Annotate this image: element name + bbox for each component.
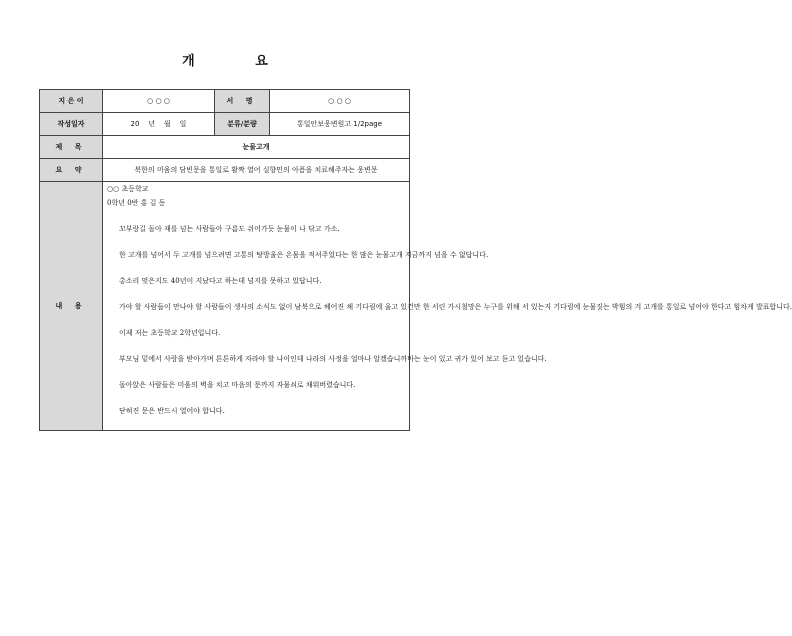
student-name: 0학년 0반 홍 길 동 — [107, 199, 166, 207]
content-body — [103, 182, 792, 431]
content-label: 내 용 — [40, 182, 103, 431]
author-row — [40, 90, 410, 113]
summary-form — [39, 89, 792, 431]
subject-value: 눈물고개 — [103, 136, 410, 159]
content-row — [40, 182, 410, 431]
subject-row — [40, 136, 410, 159]
document-title: 개 요 — [182, 54, 296, 69]
date-row — [40, 113, 410, 136]
date-value: 20 년 월 일 — [103, 113, 215, 136]
paragraph: 이제 저는 초등학교 2학년입니다. — [119, 329, 221, 337]
signature-value: ○ ○ ○ — [270, 90, 410, 113]
author-label: 지 은 이 — [40, 90, 103, 113]
category-value: 통일안보웅변원고 1/2page — [270, 113, 410, 136]
school-name: ○○ 초등학교 — [107, 185, 149, 193]
paragraph: 돌아앉은 사람들은 미움의 벽을 치고 마음의 문까지 자물쇠로 채워버렸습니다. — [119, 381, 356, 389]
summary-row — [40, 159, 410, 182]
paragraph: 총소리 멎은지도 40년이 지났다고 하는데 넘지를 못하고 있답니다. — [119, 277, 322, 285]
signature-label: 서 명 — [215, 90, 270, 113]
paragraph: 가야 할 사람들이 만나야 할 사람들이 생사의 소식도 없이 남북으로 헤어진 채 기다림에 울고 있건만 한 서린 가시철망은 누구를 위해 서 있는지 기다림에 눈물짓는 박힘의 겨 고개를 통일로 넘어야 한다고 힘차게 발표합니다. — [119, 303, 792, 311]
category-label: 분류/분량 — [215, 113, 270, 136]
author-value: ○ ○ ○ — [103, 90, 215, 113]
paragraph: 닫혀진 문은 반드시 열어야 합니다. — [119, 407, 225, 415]
paragraph: 한 고개를 넘어서 두 고개를 넘으려면 고통의 탕방울은 온몸을 적셔주었다는 한 많은 눈물고개 지금까지 넘을 수 없답니다. — [119, 251, 489, 259]
date-label: 작성일자 — [40, 113, 103, 136]
summary-value: 북한의 미움의 담빈문을 통일로 활짝 열어 실향민의 아픔을 치료해주자는 웅변문 — [103, 159, 410, 182]
summary-label: 요 약 — [40, 159, 103, 182]
paragraph: 부모님 밑에서 사랑을 받아가며 튼튼하게 자라야 할 나이인데 나라의 사정을 얼마나 알겠습니까마는 눈이 있고 귀가 있어 보고 듣고 있습니다. — [119, 355, 547, 363]
paragraph: 꼬부랑길 돌아 재를 넘는 사람들아 구름도 쉬어가듯 눈물이 나 닦고 가소. — [119, 225, 340, 233]
subject-label: 제 목 — [40, 136, 103, 159]
